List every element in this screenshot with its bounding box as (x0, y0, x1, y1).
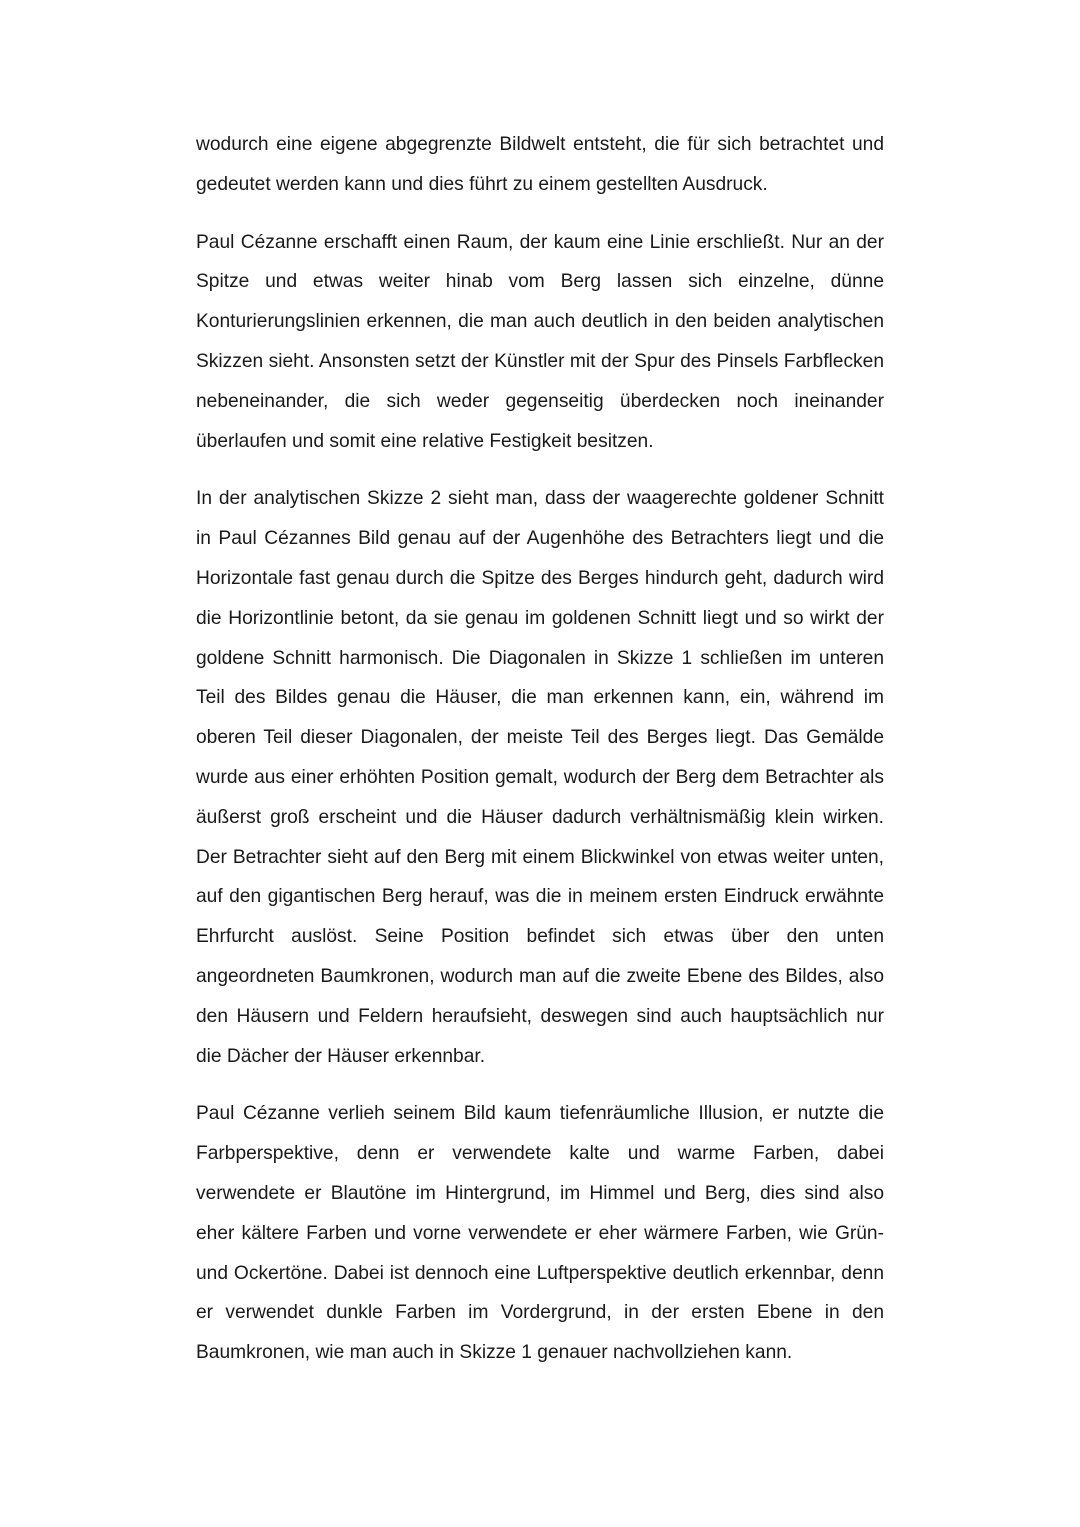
paragraph-2: Paul Cézanne erschafft einen Raum, der kaum eine Linie erschließt. Nur an der Spitze und etwas weiter hinab vom Berg lassen sich einzelne, dünne Konturierungslinien erkennen, die man auch deutlich in den beiden analytischen Skizzen sieht. Ansonsten setzt der Künstler mit der Spur des Pinsels Farbflecken nebeneinander, die sich weder gegenseitig überdecken noch ineinander überlaufen und somit eine relative Festigkeit besitzen. (196, 231, 884, 452)
paragraph-1: wodurch eine eigene abgegrenzte Bildwelt entsteht, die für sich betrachtet und gedeutet werden kann und dies führt zu einem gestellten Ausdruck. (196, 134, 884, 195)
paragraph-4: Paul Cézanne verlieh seinem Bild kaum tiefenräumliche Illusion, er nutzte die Farbperspektive, denn er verwendete kalte und warme Farben, dabei verwendete er Blautöne im Hintergrund, im Himmel und Berg, dies sind also eher kältere Farben und vorne verwendete er eher wärmere Farben, wie Grün- und Ockertöne. Dabei ist dennoch eine Luftperspektive deutlich erkennbar, denn er verwendet dunkle Farben im Vordergrund, in der ersten Ebene in den Baumkronen, wie man auch in Skizze 1 genauer nachvollziehen kann. (196, 1103, 884, 1364)
paragraph-3: In der analytischen Skizze 2 sieht man, dass der waagerechte goldener Schnitt in Paul Cézannes Bild genau auf der Augenhöhe des Betrachters liegt und die Horizontale fast genau durch die Spitze des Berges hindurch geht, dadurch wird die Horizontlinie betont, da sie genau im goldenen Schnitt liegt und so wirkt der goldene Schnitt harmonisch. Die Diagonalen in Skizze 1 schließen im unteren Teil des Bildes genau die Häuser, die man erkennen kann, ein, während im oberen Teil dieser Diagonalen, der meiste Teil des Berges liegt. Das Gemälde wurde aus einer erhöhten Position gemalt, wodurch der Berg dem Betrachter als äußerst groß erscheint und die Häuser dadurch verhältnismäßig klein wirken. Der Betrachter sieht auf den Berg mit einem Blickwinkel von etwas weiter unten, auf den gigantischen Berg herauf, was die in meinem ersten Eindruck erwähnte Ehrfurcht auslöst. Seine Position befindet sich etwas über den unten angeordneten Baumkronen, wodurch man auf die zweite Ebene des Bildes, also den Häusern und Feldern heraufsieht, deswegen sind auch hauptsächlich nur die Dächer der Häuser erkennbar. (196, 488, 884, 1067)
body-text (196, 125, 884, 1373)
